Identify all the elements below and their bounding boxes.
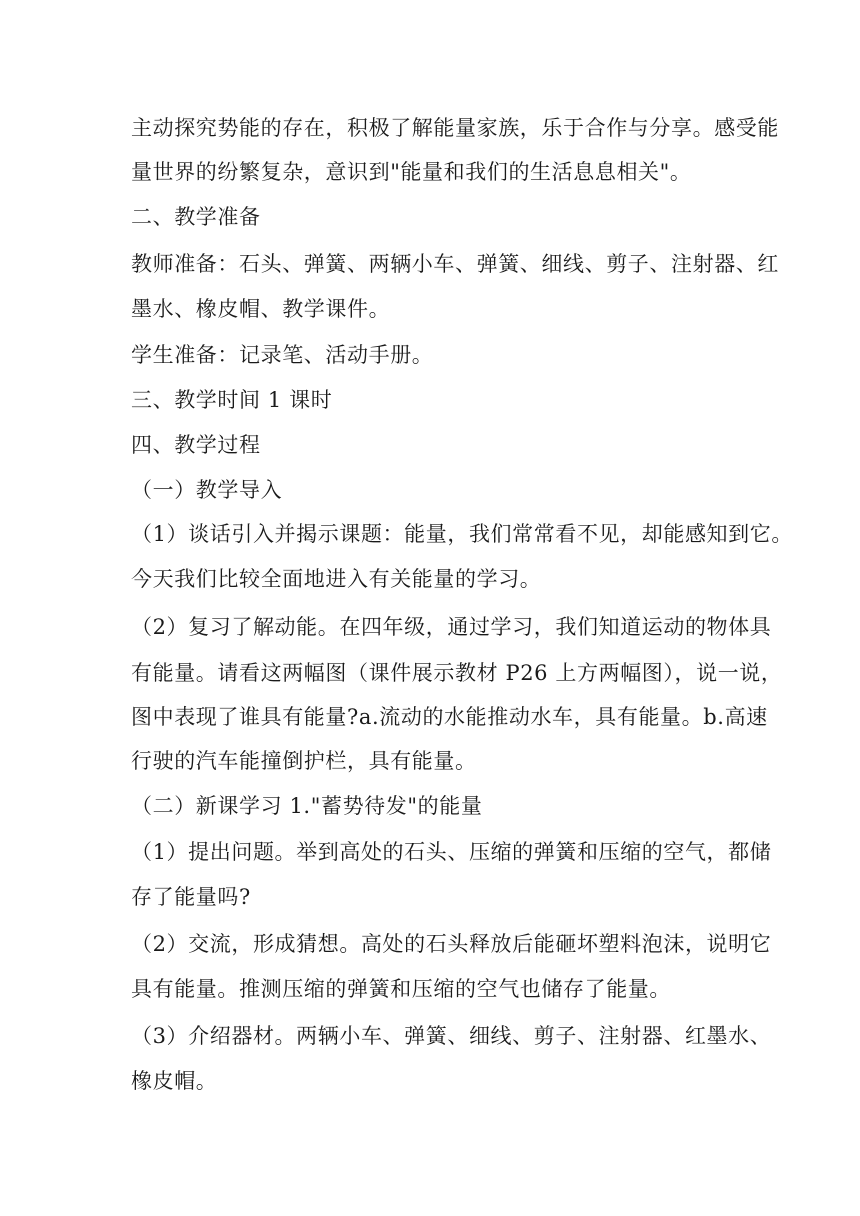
paragraph-line: 主动探究势能的存在，积极了解能量家族，乐于合作与分享。感受能 [131, 116, 779, 140]
paragraph-line: 量世界的纷繁复杂，意识到"能量和我们的生活息息相关"。 [131, 160, 692, 184]
paragraph-line: 教师准备：石头、弹簧、两辆小车、弹簧、细线、剪子、注射器、红 [131, 252, 779, 276]
section-heading: 二、教学准备 [131, 205, 261, 229]
subsection-heading: （二）新课学习 1."蓄势待发"的能量 [131, 794, 483, 818]
paragraph-line: 墨水、橡皮帽、教学课件。 [131, 297, 391, 321]
paragraph-line: （1）提出问题。举到高处的石头、压缩的弹簧和压缩的空气，都储 [131, 840, 772, 864]
paragraph-line: 具有能量。推测压缩的弹簧和压缩的空气也储存了能量。 [131, 977, 671, 1001]
section-heading: 三、教学时间 1 课时 [131, 388, 333, 412]
paragraph-line: （3）介绍器材。两辆小车、弹簧、细线、剪子、注射器、红墨水、 [131, 1024, 772, 1048]
section-heading: 四、教学过程 [131, 433, 261, 457]
paragraph-line: 存了能量吗? [131, 885, 251, 909]
paragraph-line: 橡皮帽。 [131, 1069, 218, 1093]
paragraph-line: 学生准备：记录笔、活动手册。 [131, 343, 434, 367]
paragraph-line: （1）谈话引入并揭示课题：能量，我们常常看不见，却能感知到它。 [131, 522, 793, 546]
paragraph-line: （2）交流，形成猜想。高处的石头释放后能砸坏塑料泡沫，说明它 [131, 932, 772, 956]
paragraph-line: 行驶的汽车能撞倒护栏，具有能量。 [131, 749, 477, 773]
paragraph-line: （2）复习了解动能。在四年级，通过学习，我们知道运动的物体具 [131, 615, 772, 639]
subsection-heading: （一）教学导入 [131, 478, 283, 502]
paragraph-line: 今天我们比较全面地进入有关能量的学习。 [131, 567, 542, 591]
paragraph-line: 有能量。请看这两幅图（课件展示教材 P26 上方两幅图），说一说， [131, 661, 783, 685]
paragraph-line: 图中表现了谁具有能量?a.流动的水能推动水车，具有能量。b.高速 [131, 705, 768, 729]
